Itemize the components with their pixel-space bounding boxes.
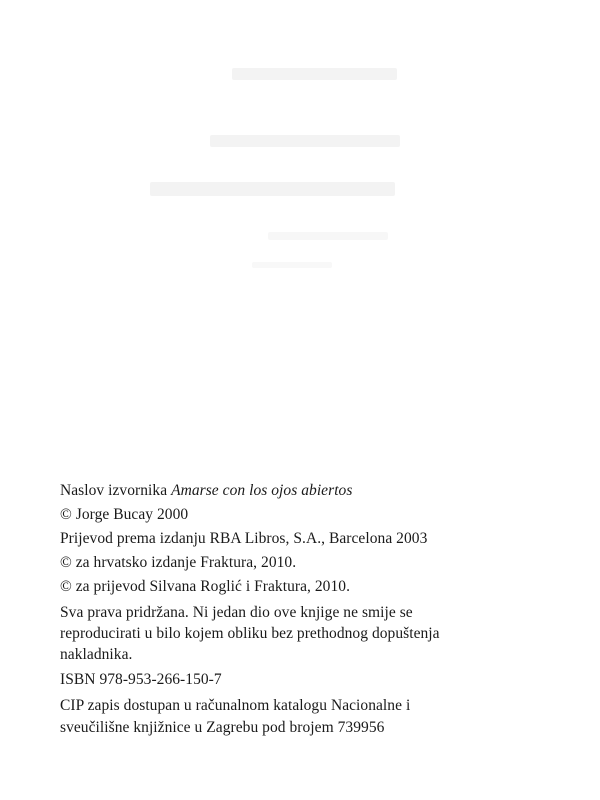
show-through-shadow [252, 262, 332, 268]
translation-source: Prijevod prema izdanju RBA Libros, S.A., Barcelona 2003 [60, 530, 428, 547]
isbn: ISBN 978-953-266-150-7 [60, 671, 222, 688]
translation-copyright: © za prijevod Silvana Roglić i Fraktura, 2010. [60, 578, 351, 595]
rights-line: reproducirati u bilo kojem obliku bez prethodnog dopuštenja [60, 625, 440, 642]
author-copyright: © Jorge Bucay 2000 [60, 506, 189, 523]
rights-line: Sva prava pridržana. Ni jedan dio ove knjige ne smije se [60, 604, 413, 621]
original-title-line [60, 480, 580, 502]
cip-line: sveučilišne knjižnice u Zagrebu pod brojem 739956 [60, 719, 385, 736]
original-title: Amarse con los ojos abiertos [171, 482, 353, 499]
show-through-shadow [210, 135, 400, 147]
copyright-imprint [60, 480, 580, 739]
rights-statement [60, 602, 580, 665]
show-through-shadow [150, 182, 395, 196]
cip-line: CIP zapis dostupan u računalnom katalogu Nacionalne i [60, 697, 411, 714]
cip-record [60, 695, 580, 739]
croatian-edition-copyright: © za hrvatsko izdanje Fraktura, 2010. [60, 554, 297, 571]
show-through-shadow [268, 232, 388, 240]
original-title-prefix: Naslov izvornika [60, 482, 168, 499]
rights-line: nakladnika. [60, 646, 133, 663]
show-through-shadow [232, 68, 397, 80]
